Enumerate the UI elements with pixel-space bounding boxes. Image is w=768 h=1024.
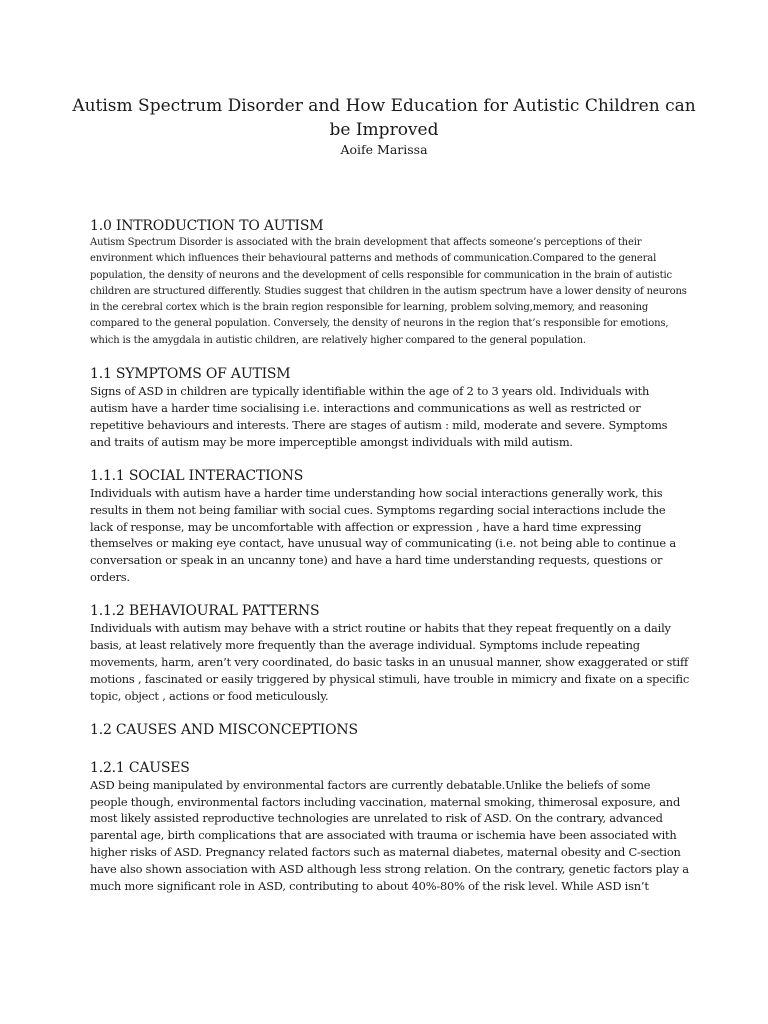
section-heading-symptoms: 1.1 SYMPTOMS OF AUTISM [90,366,291,383]
section-paragraph-causes: ASD being manipulated by environmental factors are currently debatable.Unlike the beliefs of some people though, environmental factors including vaccination, maternal smoking, thimerosal exposure, and most likely assisted reproductive technologies are unrelated to risk of ASD. On the contrary, advanced parental age, birth complications that are associated with trauma or ischemia have been associated with higher risks of ASD. Pregnancy related factors such as maternal diabetes, maternal obesity and C-section have also shown association with ASD although less strong relation. On the contrary, genetic factors play a much more significant role in ASD, contributing to about 40%-80% of the risk level. While ASD isn’t [90,777,689,894]
document-body [90,217,690,895]
document-author: Aoife Marissa [340,142,428,157]
section-heading-behavioural-patterns: 1.1.2 BEHAVIOURAL PATTERNS [90,603,320,620]
section-paragraph-social-interactions: Individuals with autism have a harder time understanding how social interactions generally work, this results in them not being familiar with social cues. Symptoms regarding social interactions include the lack of response, may be uncomfortable with affection or expression , have a hard time expressing themselves or making eye contact, have unusual way of communicating (i.e. not being able to continue a conversation or speak in an uncanny tone) and have a hard time understanding requests, questions or orders. [90,485,676,585]
section-heading-causes: 1.2.1 CAUSES [90,759,190,776]
section-paragraph-behavioural-patterns: Individuals with autism may behave with a strict routine or habits that they repeat frequently on a daily basis, at least relatively more frequently than the average individual. Symptoms include repeating movements, harm, aren’t very coordinated, do basic tasks in an unusual manner, show exaggerated or stiff motions , fascinated or easily triggered by physical stimuli, have trouble in mimicry and fixate on a specific topic, object , actions or food meticulously. [90,621,690,703]
section-heading-social-interactions: 1.1.1 SOCIAL INTERACTIONS [90,467,304,484]
section-heading-causes-and-misconceptions: 1.2 CAUSES AND MISCONCEPTIONS [90,721,358,738]
document-title: Autism Spectrum Disorder and How Education for Autistic Children can be Improved [72,96,696,140]
section-paragraph-introduction: Autism Spectrum Disorder is associated with the brain development that affects someone’s perceptions of their environment which influences their behavioural patterns and methods of communication.Compared to the general population, the density of neurons and the development of cells responsible for communication in the brain of autistic children are structured differently. Studies suggest that children in the autism spectrum have a lower density of neurons in the cerebral cortex which is the brain region responsible for learning, problem solving,memory, and reasoning compared to the general population. Conversely, the density of neurons in the region that’s responsible for emotions, which is the amygdala in autistic children, are relatively higher compared to the general population. [90,237,687,346]
section-heading-introduction: 1.0 INTRODUCTION TO AUTISM [90,218,324,234]
section-paragraph-symptoms: Signs of ASD in children are typically identifiable within the age of 2 to 3 years old. Individuals with autism have a harder time socialising i.e. interactions and communications as well as restricted or repetitive behaviours and interests. There are stages of autism : mild, moderate and severe. Symptoms and traits of autism may be more imperceptible amongst individuals with mild autism. [90,384,668,449]
title-block [60,94,708,158]
